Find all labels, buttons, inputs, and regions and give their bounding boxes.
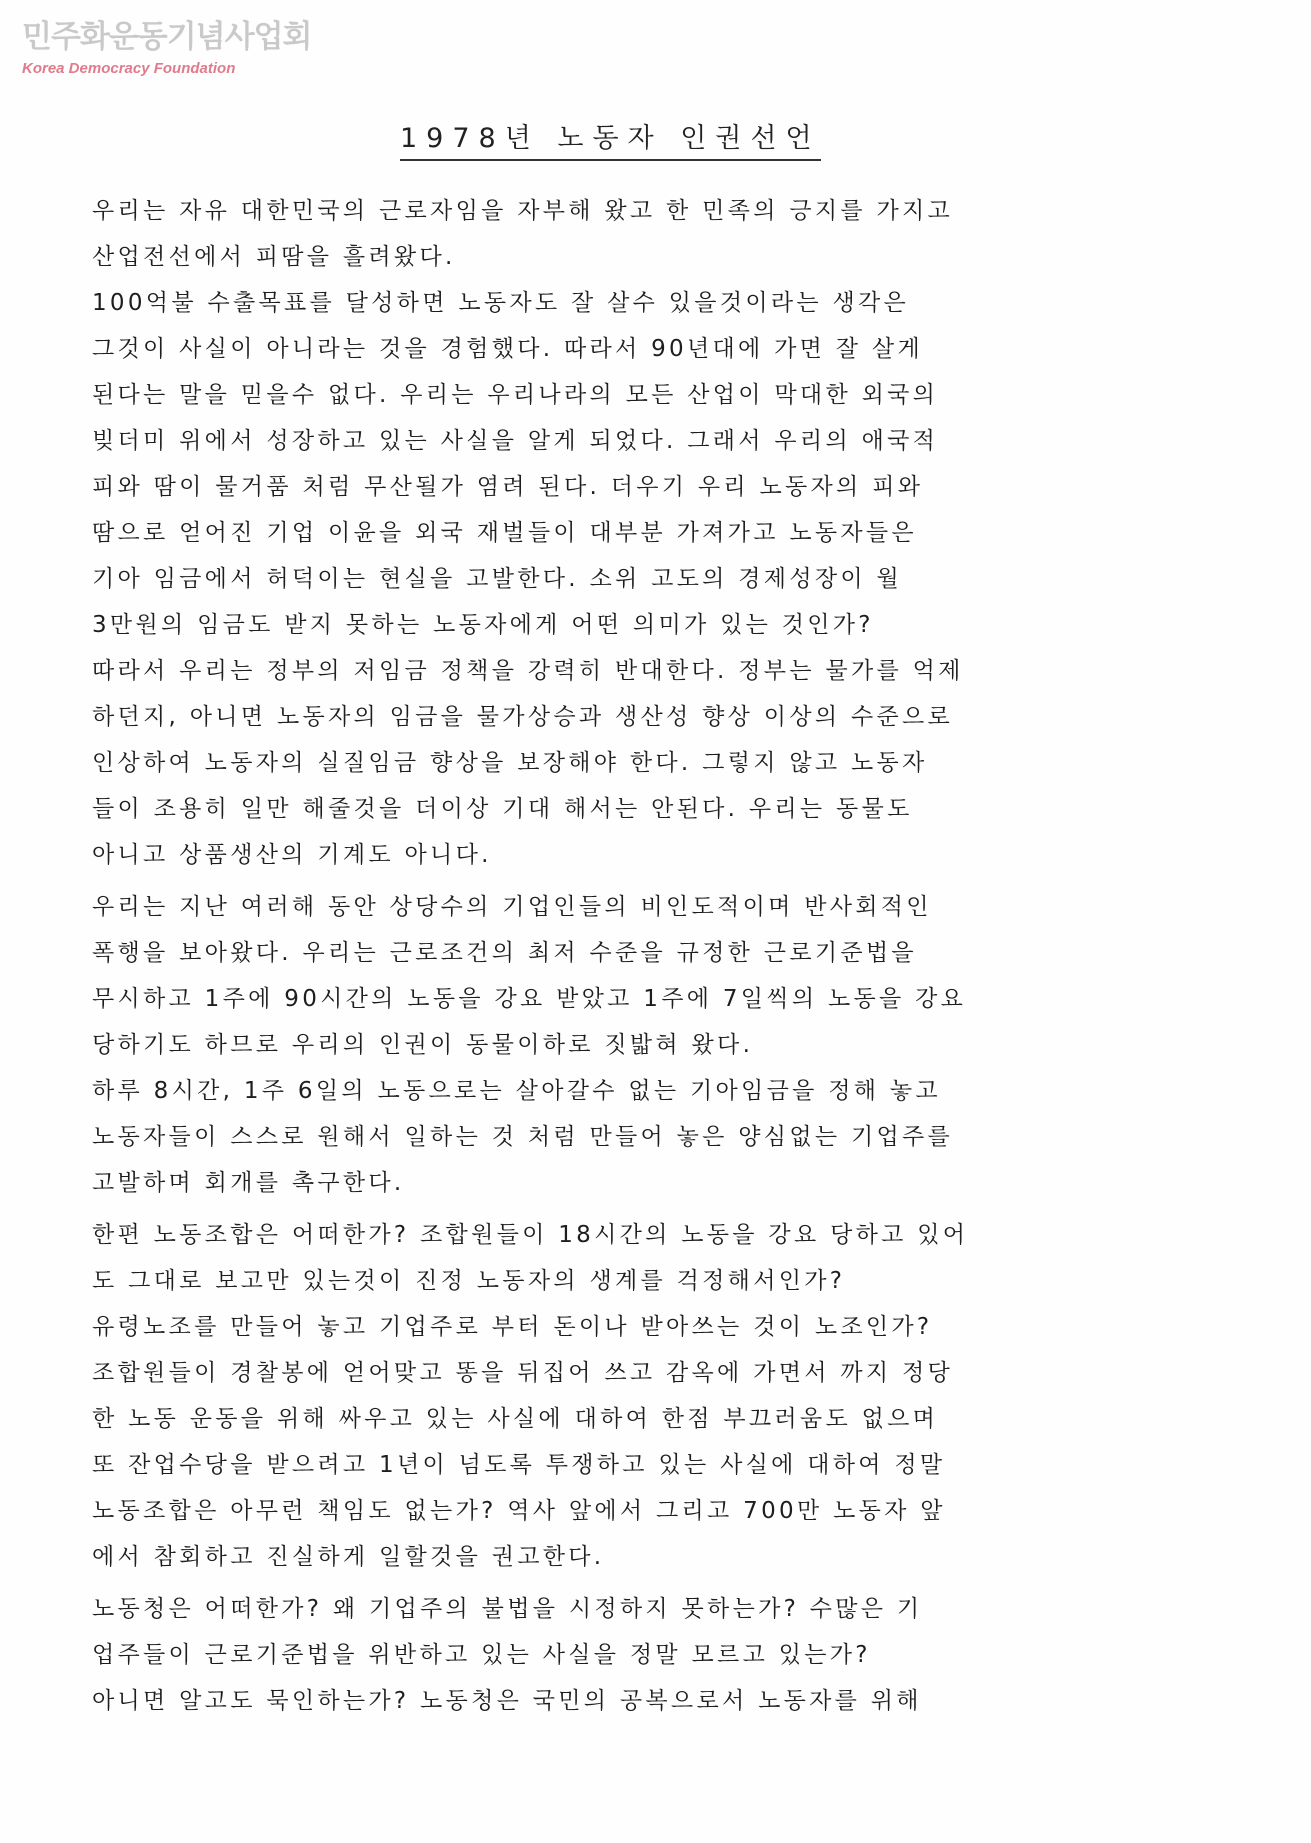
text-line: 우리는 지난 여러해 동안 상당수의 기업인들의 비인도적이며 반사회적인 xyxy=(92,894,932,920)
paragraph-4 xyxy=(92,1586,1232,1724)
text-line: 노동조합은 아무런 책임도 없는가? 역사 앞에서 그리고 700만 노동자 앞 xyxy=(92,1498,946,1524)
text-line: 기아 임금에서 허덕이는 현실을 고발한다. 소위 고도의 경제성장이 월 xyxy=(92,566,903,592)
text-line: 3만원의 임금도 받지 못하는 노동자에게 어떤 의미가 있는 것인가? xyxy=(92,612,874,638)
text-line: 유령노조를 만들어 놓고 기업주로 부터 돈이나 받아쓰는 것이 노조인가? xyxy=(92,1314,933,1340)
text-line: 조합원들이 경찰봉에 얻어맞고 똥을 뒤집어 쓰고 감옥에 가면서 까지 정당 xyxy=(92,1360,954,1386)
text-line: 도 그대로 보고만 있는것이 진정 노동자의 생계를 걱정해서인가? xyxy=(92,1268,846,1294)
watermark xyxy=(22,18,311,78)
text-line: 우리는 자유 대한민국의 근로자임을 자부해 왔고 한 민족의 긍지를 가지고 xyxy=(92,198,954,224)
text-line: 하던지, 아니면 노동자의 임금을 물가상승과 생산성 향상 이상의 수준으로 xyxy=(92,704,954,730)
text-line: 빚더미 위에서 성장하고 있는 사실을 알게 되었다. 그래서 우리의 애국적 xyxy=(92,428,939,454)
text-line: 된다는 말을 믿을수 없다. 우리는 우리나라의 모든 산업이 막대한 외국의 xyxy=(92,382,939,408)
text-line: 또 잔업수당을 받으려고 1년이 넘도록 투쟁하고 있는 사실에 대하여 정말 xyxy=(92,1452,946,1478)
text-line: 아니면 알고도 묵인하는가? 노동청은 국민의 공복으로서 노동자를 위해 xyxy=(92,1688,922,1714)
text-line: 한 노동 운동을 위해 싸우고 있는 사실에 대하여 한점 부끄러움도 없으며 xyxy=(92,1406,939,1432)
text-line: 무시하고 1주에 90시간의 노동을 강요 받았고 1주에 7일씩의 노동을 강요 xyxy=(92,986,967,1012)
text-line: 인상하여 노동자의 실질임금 향상을 보장해야 한다. 그렇지 않고 노동자 xyxy=(92,750,928,776)
text-line: 업주들이 근로기준법을 위반하고 있는 사실을 정말 모르고 있는가? xyxy=(92,1642,871,1668)
paragraph-1 xyxy=(92,188,1232,878)
text-line: 산업전선에서 피땀을 흘려왔다. xyxy=(92,244,456,270)
text-line: 그것이 사실이 아니라는 것을 경험했다. 따라서 90년대에 가면 잘 살게 xyxy=(92,336,923,362)
text-line: 폭행을 보아왔다. 우리는 근로조건의 최저 수준을 규정한 근로기준법을 xyxy=(92,940,917,966)
paragraph-3 xyxy=(92,1212,1232,1580)
text-line: 100억불 수출목표를 달성하면 노동자도 잘 살수 있을것이라는 생각은 xyxy=(92,290,910,316)
text-line: 한편 노동조합은 어떠한가? 조합원들이 18시간의 노동을 강요 당하고 있어 xyxy=(92,1222,969,1248)
watermark-english: Korea Democracy Foundation xyxy=(22,60,236,77)
document-title: 1978년 노동자 인권선언 xyxy=(400,122,821,161)
text-line: 하루 8시간, 1주 6일의 노동으로는 살아갈수 없는 기아임금을 정해 놓고 xyxy=(92,1078,941,1104)
text-line: 고발하며 회개를 촉구한다. xyxy=(92,1170,405,1196)
document-body xyxy=(92,188,1232,1724)
watermark-korean: 민주화운동기념사업회 xyxy=(22,19,312,55)
text-line: 피와 땀이 물거품 처럼 무산될가 염려 된다. 더우기 우리 노동자의 피와 xyxy=(92,474,924,500)
text-line: 들이 조용히 일만 해줄것을 더이상 기대 해서는 안된다. 우리는 동물도 xyxy=(92,796,913,822)
text-line: 땀으로 얻어진 기업 이윤을 외국 재벌들이 대부분 가져가고 노동자들은 xyxy=(92,520,917,546)
text-line: 노동자들이 스스로 원해서 일하는 것 처럼 만들어 놓은 양심없는 기업주를 xyxy=(92,1124,954,1150)
text-line: 노동청은 어떠한가? 왜 기업주의 불법을 시정하지 못하는가? 수많은 기 xyxy=(92,1596,923,1622)
paragraph-2 xyxy=(92,884,1232,1206)
text-line: 에서 참회하고 진실하게 일할것을 권고한다. xyxy=(92,1544,605,1570)
text-line: 당하기도 하므로 우리의 인권이 동물이하로 짓밟혀 왔다. xyxy=(92,1032,754,1058)
text-line: 아니고 상품생산의 기계도 아니다. xyxy=(92,842,492,868)
text-line: 따라서 우리는 정부의 저임금 정책을 강력히 반대한다. 정부는 물가를 억제 xyxy=(92,658,964,684)
